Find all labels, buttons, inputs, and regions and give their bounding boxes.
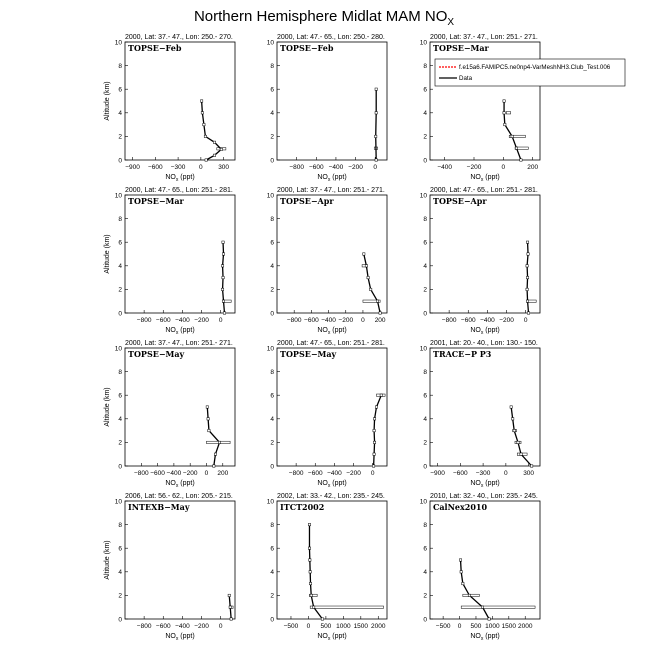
x-tick-label: −800 [136, 317, 152, 324]
x-tick-label: 200 [527, 164, 539, 171]
data-point [376, 300, 378, 302]
x-axis-label: $NO_x$ (ppt) [317, 174, 347, 183]
data-point [515, 147, 517, 149]
data-point [213, 465, 215, 467]
x-tick-label: −900 [125, 164, 140, 171]
y-tick-label: 0 [270, 463, 274, 471]
panel-title: TOPSE−Mar [128, 196, 184, 206]
x-tick-label: −300 [170, 164, 186, 171]
x-tick-label: −200 [182, 470, 198, 477]
x-axis-label: $NO_x$ (ppt) [165, 633, 195, 642]
data-series-line [202, 101, 222, 160]
y-tick-label: 2 [270, 439, 274, 447]
data-point [372, 465, 374, 467]
plot-frame [277, 348, 387, 466]
panel-title: TOPSE−Apr [280, 196, 334, 206]
panel-8 [267, 340, 387, 489]
y-tick-label: 8 [423, 62, 427, 70]
data-point [511, 418, 513, 420]
x-tick-label: 0 [501, 164, 506, 171]
x-tick-label: −600 [460, 317, 476, 324]
y-tick-label: 4 [423, 416, 427, 424]
y-tick-label: 2 [118, 286, 122, 294]
data-point [375, 112, 377, 114]
x-tick-label: 300 [218, 164, 230, 171]
data-point [200, 100, 202, 102]
y-tick-label: 6 [118, 545, 122, 553]
x-tick-label: 500 [320, 623, 332, 630]
y-tick-label: 0 [270, 157, 274, 165]
data-point [230, 618, 232, 620]
data-point [222, 276, 224, 278]
data-point [365, 265, 367, 267]
x-tick-label: 1500 [353, 623, 369, 630]
data-point [511, 135, 513, 137]
x-tick-label: −500 [435, 623, 451, 630]
x-tick-label: −600 [453, 470, 468, 477]
panel-10 [104, 493, 235, 642]
data-point [309, 559, 311, 561]
panel-5 [267, 187, 387, 336]
y-tick-label: 4 [270, 569, 274, 577]
plot-frame [430, 501, 540, 619]
x-tick-label: −800 [441, 317, 457, 324]
x-tick-label: 0 [218, 317, 223, 324]
y-tick-label: 10 [419, 498, 427, 506]
x-tick-label: −400 [175, 317, 190, 324]
y-tick-label: 6 [270, 239, 274, 247]
y-tick-label: 0 [118, 310, 122, 318]
data-series-line [364, 254, 380, 313]
legend-label: Data [459, 75, 473, 83]
data-point [526, 276, 528, 278]
y-tick-label: 8 [118, 368, 122, 376]
data-point [321, 618, 323, 620]
data-range-box [506, 112, 510, 114]
y-tick-label: 6 [118, 392, 122, 400]
y-tick-label: 10 [266, 345, 274, 353]
y-tick-label: 10 [419, 192, 427, 200]
data-point [375, 135, 377, 137]
y-tick-label: 0 [118, 616, 122, 624]
data-point [379, 312, 381, 314]
y-tick-label: 2 [118, 133, 122, 141]
plot-frame [277, 195, 387, 313]
data-range-box [461, 606, 535, 608]
y-tick-label: 8 [270, 521, 274, 529]
y-tick-label: 10 [114, 192, 122, 200]
data-point [220, 148, 222, 150]
data-point [201, 112, 203, 114]
data-point [488, 618, 490, 620]
x-tick-label: −400 [437, 164, 452, 171]
plot-frame [430, 195, 540, 313]
data-point [222, 241, 224, 243]
x-tick-label: −400 [328, 164, 344, 171]
data-series-line [511, 407, 531, 466]
panel-6 [420, 187, 540, 336]
plot-frame [277, 501, 387, 619]
y-tick-label: 10 [114, 345, 122, 353]
panel-header: 2000, Lat: 47.- 65., Lon: 251.- 281. [277, 340, 385, 347]
data-point [222, 300, 224, 302]
data-point [373, 418, 375, 420]
panel-header: 2000, Lat: 37.- 47., Lon: 250.- 270. [125, 34, 233, 41]
panel-header: 2000, Lat: 37.- 47., Lon: 251.- 271. [125, 340, 233, 347]
y-tick-label: 6 [270, 86, 274, 94]
panel-7 [104, 340, 235, 489]
x-tick-label: −800 [286, 317, 302, 324]
x-axis-label: $NO_x$ (ppt) [317, 480, 347, 489]
x-tick-label: 2000 [371, 623, 386, 630]
y-tick-label: 6 [270, 392, 274, 400]
y-tick-label: 4 [423, 263, 427, 271]
data-point [460, 571, 462, 573]
data-point [526, 288, 528, 290]
x-tick-label: −300 [475, 470, 491, 477]
data-point [526, 265, 528, 267]
data-point [530, 465, 532, 467]
data-point [513, 429, 515, 431]
y-tick-label: 0 [270, 616, 274, 624]
data-point [367, 276, 369, 278]
data-point [205, 159, 207, 161]
data-point [369, 288, 371, 290]
data-point [503, 100, 505, 102]
x-tick-label: 1000 [485, 623, 500, 630]
y-tick-label: 6 [423, 239, 427, 247]
y-tick-label: 8 [118, 521, 122, 529]
data-point [308, 547, 310, 549]
panel-4 [104, 187, 235, 336]
x-axis-label: $NO_x$ (ppt) [470, 480, 500, 489]
y-tick-label: 8 [270, 62, 274, 70]
x-tick-label: −900 [430, 470, 445, 477]
data-point [309, 582, 311, 584]
data-range-box [310, 606, 383, 608]
x-tick-label: −400 [166, 470, 182, 477]
y-tick-label: 0 [423, 310, 427, 318]
x-tick-label: −600 [304, 317, 319, 324]
y-tick-label: 0 [423, 463, 427, 471]
data-point [222, 253, 224, 255]
x-tick-label: −400 [480, 317, 495, 324]
panel-title: TOPSE−Apr [433, 196, 487, 206]
y-tick-label: 2 [423, 286, 427, 294]
x-tick-label: 0 [199, 164, 203, 171]
panel-11 [267, 493, 387, 642]
data-point [206, 406, 208, 408]
x-tick-label: −200 [499, 317, 514, 324]
panel-title: ITCT2002 [280, 502, 325, 512]
data-series-line [504, 101, 521, 160]
x-tick-label: −200 [194, 317, 209, 324]
data-point [373, 429, 375, 431]
y-tick-label: 2 [270, 592, 274, 600]
y-tick-label: 4 [118, 569, 122, 577]
plot-frame [125, 501, 235, 619]
y-tick-label: 8 [423, 215, 427, 223]
y-axis-label: Altitude (km) [104, 540, 111, 580]
y-axis-label: Altitude (km) [104, 387, 111, 427]
x-tick-label: −200 [466, 164, 482, 171]
x-tick-label: 2000 [517, 623, 533, 630]
x-tick-label: −800 [288, 470, 304, 477]
y-tick-label: 4 [423, 110, 427, 118]
y-tick-label: 8 [118, 215, 122, 223]
plot-frame [125, 195, 235, 313]
y-tick-label: 6 [270, 545, 274, 553]
data-point [503, 112, 505, 114]
y-tick-label: 10 [266, 498, 274, 506]
panel-2 [267, 34, 387, 183]
data-point [310, 594, 312, 596]
y-tick-label: 4 [270, 263, 274, 271]
data-point [204, 135, 206, 137]
panel-title: INTEXB−May [128, 502, 190, 512]
y-tick-label: 2 [423, 133, 427, 141]
data-point [504, 123, 506, 125]
y-axis-label: Altitude (km) [104, 81, 111, 121]
x-tick-label: −200 [338, 317, 354, 324]
y-tick-label: 6 [118, 239, 122, 247]
panel-title: TOPSE−Feb [128, 43, 182, 53]
panel-title: CalNex2010 [433, 502, 488, 512]
data-point [375, 406, 377, 408]
plot-frame [430, 348, 540, 466]
x-axis-label: $NO_x$ (ppt) [470, 174, 500, 183]
data-point [520, 159, 522, 161]
data-point [213, 154, 215, 156]
data-point [526, 241, 528, 243]
data-series-line [207, 407, 219, 466]
y-tick-label: 6 [423, 545, 427, 553]
y-tick-label: 0 [118, 157, 122, 165]
panel-header: 2001, Lat: 20.- 40., Lon: 130.- 150. [430, 340, 538, 347]
x-axis-label: $NO_x$ (ppt) [470, 327, 500, 336]
x-tick-label: −800 [136, 623, 152, 630]
panel-title: TOPSE−May [280, 349, 337, 359]
y-axis-label: Altitude (km) [104, 234, 111, 274]
y-tick-label: 8 [270, 215, 274, 223]
data-point [229, 606, 231, 608]
x-tick-label: 0 [370, 470, 375, 477]
data-point [527, 312, 529, 314]
panel-header: 2000, Lat: 47.- 65., Lon: 251.- 281. [430, 187, 538, 194]
y-tick-label: 6 [423, 86, 427, 94]
panel-header: 2006, Lat: 56.- 62., Lon: 205.- 215. [125, 493, 233, 500]
x-tick-label: −400 [327, 470, 342, 477]
data-series-line [461, 560, 490, 619]
panel-header: 2002, Lat: 33.- 42., Lon: 235.- 245. [277, 493, 385, 500]
x-tick-label: −200 [194, 623, 209, 630]
panel-3 [420, 34, 625, 183]
panel-12 [420, 493, 540, 642]
panel-title: TOPSE−Feb [280, 43, 334, 53]
data-point [203, 123, 205, 125]
data-point [228, 594, 230, 596]
panel-title: TOPSE−Mar [433, 43, 489, 53]
data-point [223, 312, 225, 314]
data-point [468, 594, 470, 596]
y-tick-label: 2 [118, 592, 122, 600]
y-tick-label: 2 [270, 286, 274, 294]
y-tick-label: 2 [270, 133, 274, 141]
data-point [221, 288, 223, 290]
x-tick-label: 200 [217, 470, 229, 477]
data-point [459, 559, 461, 561]
data-point [510, 406, 512, 408]
plot-frame [125, 348, 235, 466]
panel-title: TRACE−P P3 [433, 349, 492, 359]
y-tick-label: 6 [118, 86, 122, 94]
data-point [527, 253, 529, 255]
data-point [526, 300, 528, 302]
data-point [373, 453, 375, 455]
data-point [309, 571, 311, 573]
data-point [207, 418, 209, 420]
plot-frame [277, 42, 387, 160]
x-tick-label: 0 [373, 164, 378, 171]
x-tick-label: −800 [133, 470, 149, 477]
y-tick-label: 10 [114, 39, 122, 47]
y-tick-label: 10 [419, 345, 427, 353]
x-axis-label: $NO_x$ (ppt) [165, 327, 195, 336]
legend [435, 59, 625, 86]
data-point [517, 441, 519, 443]
x-tick-label: −600 [307, 470, 323, 477]
y-tick-label: 8 [423, 368, 427, 376]
x-tick-label: 0 [218, 623, 223, 630]
y-tick-label: 2 [423, 592, 427, 600]
x-axis-label: $NO_x$ (ppt) [470, 633, 500, 642]
x-tick-label: −200 [346, 470, 361, 477]
x-tick-label: 0 [457, 623, 462, 630]
x-tick-label: 0 [204, 470, 209, 477]
y-tick-label: 2 [423, 439, 427, 447]
panel-header: 2000, Lat: 47.- 65., Lon: 250.- 280. [277, 34, 385, 41]
x-tick-label: 0 [361, 317, 365, 324]
panel-header: 2000, Lat: 47.- 65., Lon: 251.- 281. [125, 187, 233, 194]
x-axis-label: $NO_x$ (ppt) [317, 327, 347, 336]
x-axis-label: $NO_x$ (ppt) [165, 480, 195, 489]
data-point [208, 429, 210, 431]
y-tick-label: 4 [423, 569, 427, 577]
x-axis-label: $NO_x$ (ppt) [165, 174, 195, 183]
x-tick-label: −600 [155, 317, 171, 324]
data-point [462, 582, 464, 584]
y-tick-label: 4 [118, 263, 122, 271]
x-tick-label: −800 [289, 164, 304, 171]
plot-frame [125, 42, 235, 160]
data-point [213, 141, 215, 143]
y-tick-label: 10 [114, 498, 122, 506]
y-tick-label: 4 [270, 416, 274, 424]
x-tick-label: 1000 [336, 623, 351, 630]
x-tick-label: −200 [348, 164, 363, 171]
title-subscript: X [447, 17, 455, 28]
x-tick-label: 200 [374, 317, 386, 324]
data-point [380, 394, 382, 396]
y-tick-label: 0 [423, 616, 427, 624]
y-tick-label: 8 [423, 521, 427, 529]
x-tick-label: 1500 [501, 623, 517, 630]
x-tick-label: 0 [523, 317, 528, 324]
y-tick-label: 0 [423, 157, 427, 165]
x-tick-label: −600 [150, 470, 165, 477]
data-point [375, 159, 377, 161]
y-tick-label: 4 [118, 110, 122, 118]
x-axis-label: $NO_x$ (ppt) [317, 633, 347, 642]
x-tick-label: −600 [155, 623, 171, 630]
data-point [363, 253, 365, 255]
y-tick-label: 4 [270, 110, 274, 118]
x-tick-label: −500 [283, 623, 299, 630]
data-point [214, 453, 216, 455]
y-tick-label: 0 [270, 310, 274, 318]
title-main: Northern Hemisphere Midlat MAM NO [193, 8, 448, 25]
data-point [312, 606, 314, 608]
data-point [481, 606, 483, 608]
x-tick-label: −400 [175, 623, 190, 630]
data-point [520, 453, 522, 455]
y-tick-label: 10 [266, 192, 274, 200]
y-tick-label: 8 [118, 62, 122, 70]
panel-title: TOPSE−May [128, 349, 185, 359]
x-tick-label: −600 [148, 164, 163, 171]
data-point [375, 88, 377, 90]
x-tick-label: 500 [470, 623, 482, 630]
data-point [218, 441, 220, 443]
panel-header: 2000, Lat: 37.- 47., Lon: 251.- 271. [277, 187, 385, 194]
y-tick-label: 4 [118, 416, 122, 424]
panel-9 [420, 340, 540, 489]
x-tick-label: 300 [523, 470, 535, 477]
x-tick-label: −400 [321, 317, 336, 324]
panel-header: 2000, Lat: 37.- 47., Lon: 251.- 271. [430, 34, 538, 41]
x-tick-label: 0 [306, 623, 311, 630]
data-point [373, 441, 375, 443]
y-tick-label: 10 [266, 39, 274, 47]
y-tick-label: 10 [419, 39, 427, 47]
data-point [221, 265, 223, 267]
y-tick-label: 2 [118, 439, 122, 447]
y-tick-label: 6 [423, 392, 427, 400]
panel-header: 2010, Lat: 32.- 40., Lon: 235.- 245. [430, 493, 538, 500]
data-point [308, 523, 310, 525]
x-tick-label: −600 [308, 164, 324, 171]
panel-1 [104, 34, 235, 183]
x-tick-label: 0 [504, 470, 508, 477]
y-tick-label: 8 [270, 368, 274, 376]
legend-label: f.e15a6.FAMIPC5.ne0np4-VarMeshNH3.Club_Test.006 [459, 64, 611, 72]
y-tick-label: 0 [118, 463, 122, 471]
